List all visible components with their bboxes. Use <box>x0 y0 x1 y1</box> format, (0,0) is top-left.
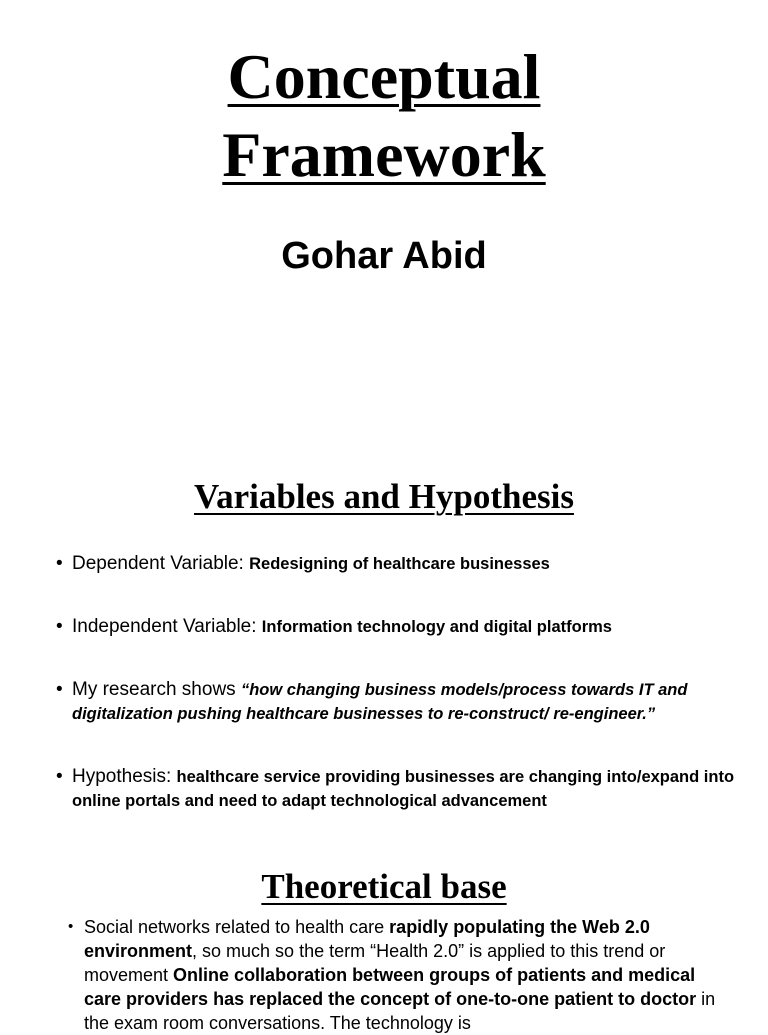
item-label: My research shows <box>72 679 241 700</box>
item-value: “how changing business models/process towards IT and digitalization pushing healthcare businesses to re-construct/ re-engineer.” <box>72 681 688 723</box>
item-label: Hypothesis: <box>72 766 177 787</box>
variables-list <box>56 552 756 852</box>
author-name: Gohar Abid <box>281 235 487 277</box>
theory-bold: Online collaboration between groups of patients and medical care providers has replaced the concept of one-to-one patient to doctor <box>84 965 697 1009</box>
item-label: Independent Variable: <box>72 616 262 637</box>
theory-heading: Theoretical base <box>261 867 507 906</box>
theory-bold: rapidly populating the Web 2.0 environment <box>84 917 650 961</box>
page-title <box>0 38 768 194</box>
item-value: Redesigning of healthcare businesses <box>249 555 550 573</box>
list-item <box>56 765 756 813</box>
item-value: healthcare service providing businesses are changing into/expand into online portals and need to adapt technological advancement <box>72 768 735 810</box>
list-item <box>56 678 756 726</box>
title-line-1: Conceptual <box>227 41 541 112</box>
list-item <box>56 552 756 576</box>
theory-text: in the exam room conversations. The technology is <box>84 989 716 1033</box>
item-label: Dependent Variable: <box>72 553 250 574</box>
theory-list <box>68 915 728 1035</box>
theory-text: , so much so the term “Health 2.0” is applied to this trend or movement <box>84 941 666 985</box>
list-item <box>68 915 728 1035</box>
list-item <box>56 615 756 639</box>
item-value: Information technology and digital platforms <box>261 618 612 636</box>
theory-text: Social networks related to health care <box>84 917 390 937</box>
variables-heading: Variables and Hypothesis <box>194 477 574 516</box>
title-line-2: Framework <box>222 119 546 190</box>
